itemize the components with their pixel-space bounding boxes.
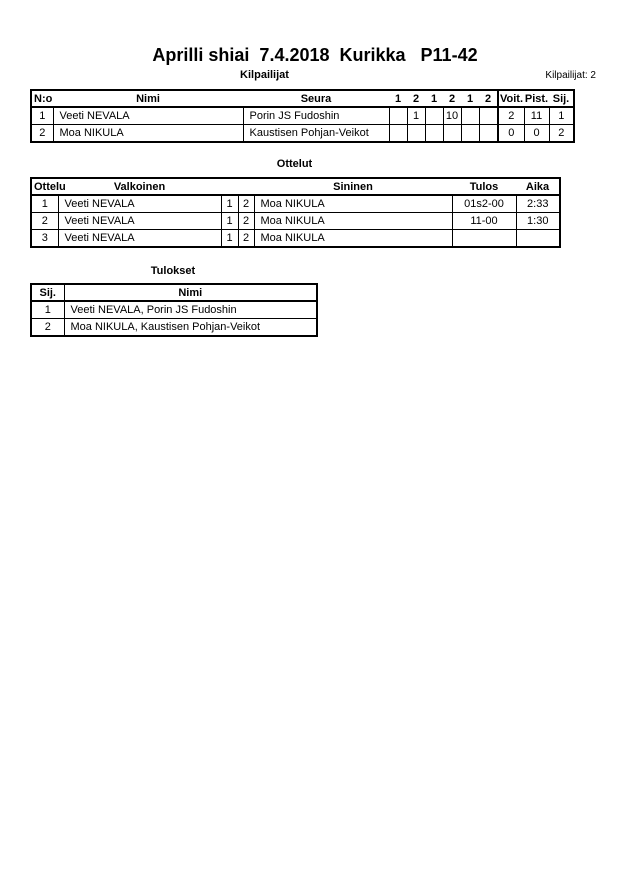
col-header-nimi: Nimi — [53, 90, 243, 107]
col-header-blue-number-spacer — [238, 178, 254, 195]
col-header-nimi: Nimi — [64, 284, 317, 301]
white-player-name: Veeti NEVALA — [58, 213, 221, 230]
wins-value: 0 — [498, 125, 524, 143]
blue-player-name: Moa NIKULA — [254, 195, 452, 213]
col-header-aika: Aika — [516, 178, 560, 195]
round-score: 1 — [407, 107, 425, 125]
round-score — [389, 125, 407, 143]
col-header-sij: Sij. — [549, 90, 574, 107]
result-row — [31, 319, 317, 337]
page-title: Aprilli shiai 7.4.2018 Kurikka P11-42 — [152, 45, 478, 65]
points-value: 11 — [524, 107, 549, 125]
col-header-no: N:o — [31, 90, 53, 107]
competitor-number: 1 — [31, 107, 53, 125]
competitor-club: Kaustisen Pohjan-Veikot — [243, 125, 389, 143]
round-score — [461, 107, 479, 125]
match-number: 1 — [31, 195, 58, 213]
match-result: 11-00 — [452, 213, 516, 230]
tulokset-header-row — [31, 284, 317, 301]
match-number: 3 — [31, 230, 58, 248]
competitor-number: 2 — [31, 125, 53, 143]
result-placement: 2 — [31, 319, 64, 337]
col-header-voit: Voit. — [498, 90, 524, 107]
col-header-pist: Pist. — [524, 90, 549, 107]
match-row — [31, 195, 560, 213]
competitor-count-label: Kilpailijat: 2 — [545, 70, 596, 81]
white-player-number: 1 — [221, 230, 238, 248]
result-placement: 1 — [31, 301, 64, 319]
round-score — [479, 107, 498, 125]
competitor-club: Porin JS Fudoshin — [243, 107, 389, 125]
match-row — [31, 213, 560, 230]
col-header-round-3: 1 — [425, 90, 443, 107]
match-time — [516, 230, 560, 248]
kilpailijat-header-row — [31, 90, 574, 107]
result-row — [31, 301, 317, 319]
match-result — [452, 230, 516, 248]
round-score — [389, 107, 407, 125]
match-row — [31, 230, 560, 248]
white-player-number: 1 — [221, 195, 238, 213]
col-header-seura: Seura — [243, 90, 389, 107]
col-header-round-4: 2 — [443, 90, 461, 107]
col-header-round-6: 2 — [479, 90, 498, 107]
match-result: 01s2-00 — [452, 195, 516, 213]
round-score — [407, 125, 425, 143]
competitor-row — [31, 125, 574, 143]
result-name-club: Moa NIKULA, Kaustisen Pohjan-Veikot — [64, 319, 317, 337]
match-number: 2 — [31, 213, 58, 230]
blue-player-name: Moa NIKULA — [254, 230, 452, 248]
competitor-name: Veeti NEVALA — [53, 107, 243, 125]
tulokset-section-heading: Tulokset — [150, 265, 196, 277]
white-player-name: Veeti NEVALA — [58, 230, 221, 248]
round-score — [425, 107, 443, 125]
result-name-club: Veeti NEVALA, Porin JS Fudoshin — [64, 301, 317, 319]
points-value: 0 — [524, 125, 549, 143]
placement-value: 1 — [549, 107, 574, 125]
white-player-name: Veeti NEVALA — [58, 195, 221, 213]
col-header-valkoinen: Valkoinen — [58, 178, 221, 195]
col-header-tulos: Tulos — [452, 178, 516, 195]
round-score: 10 — [443, 107, 461, 125]
round-score — [443, 125, 461, 143]
col-header-ottelu: Ottelu — [31, 178, 58, 195]
round-score — [425, 125, 443, 143]
kilpailijat-section-heading: Kilpailijat — [240, 69, 289, 81]
kilpailijat-table — [30, 89, 575, 143]
white-player-number: 1 — [221, 213, 238, 230]
col-header-round-2: 2 — [407, 90, 425, 107]
col-header-round-1: 1 — [389, 90, 407, 107]
tulokset-table — [30, 283, 318, 337]
match-time: 2:33 — [516, 195, 560, 213]
ottelut-table — [30, 177, 561, 248]
blue-player-number: 2 — [238, 213, 254, 230]
col-header-sininen: Sininen — [254, 178, 452, 195]
blue-player-name: Moa NIKULA — [254, 213, 452, 230]
blue-player-number: 2 — [238, 230, 254, 248]
match-time: 1:30 — [516, 213, 560, 230]
ottelut-header-row — [31, 178, 560, 195]
round-score — [461, 125, 479, 143]
ottelut-section-heading: Ottelut — [276, 158, 313, 170]
competitor-name: Moa NIKULA — [53, 125, 243, 143]
competitor-row — [31, 107, 574, 125]
col-header-round-5: 1 — [461, 90, 479, 107]
wins-value: 2 — [498, 107, 524, 125]
blue-player-number: 2 — [238, 195, 254, 213]
col-header-sij: Sij. — [31, 284, 64, 301]
col-header-white-number-spacer — [221, 178, 238, 195]
round-score — [479, 125, 498, 143]
placement-value: 2 — [549, 125, 574, 143]
